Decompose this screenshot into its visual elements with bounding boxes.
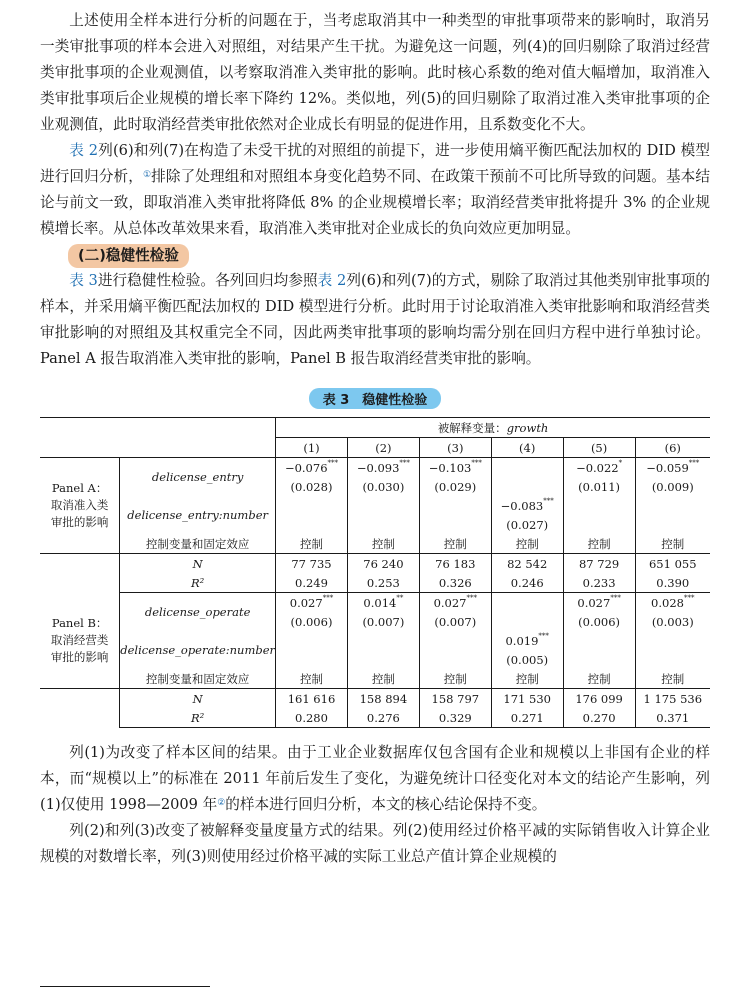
dep-var-label: 被解释变量： (437, 420, 507, 435)
se-cell: (0.007) (347, 612, 419, 631)
n-cell: 87 729 (563, 554, 635, 574)
n-cell: 171 530 (491, 689, 563, 709)
controls-cell: 控制 (276, 669, 348, 689)
col-header: (1) (276, 438, 348, 458)
table-row (40, 631, 710, 650)
r2-cell: 0.280 (276, 708, 348, 728)
paragraph-3-text-b: 列(6)和列(7)的方式，剔除了取消过其他类别审批事项的样本，并采用熵平衡匹配法加权的 DID 模型进行分析。此时用于讨论取消准入类审批影响和取消经营类审批影响的对照组及其权重完全不同，因此两类审批事项的影响均需分别在回归方程中进行单独讨论。Panel A 报告取消准入类审批的影响，Panel B 报告取消经营类审批的影响。 (40, 272, 710, 367)
n-cell: 76 240 (347, 554, 419, 574)
r2-cell: 0.249 (276, 573, 348, 593)
table-row (40, 554, 710, 574)
controls-cell: 控制 (563, 534, 635, 553)
var-label: delicense_operate:number (120, 643, 276, 657)
n-cell: 1 175 536 (635, 689, 710, 709)
table-title (40, 388, 710, 409)
n-cell: 161 616 (276, 689, 348, 709)
paragraph-3 (40, 268, 710, 372)
n-cell: 651 055 (635, 554, 710, 574)
coef-cell: 0.027*** (419, 593, 491, 613)
n-cell: 76 183 (419, 554, 491, 574)
var-label: delicense_entry:number (127, 508, 268, 522)
header-blank (40, 418, 276, 438)
r2-cell: 0.246 (491, 573, 563, 593)
controls-cell: 控制 (491, 534, 563, 553)
col-header: (3) (419, 438, 491, 458)
n-cell: 82 542 (491, 554, 563, 574)
coef-cell: −0.022* (563, 458, 635, 478)
n-label: N (120, 554, 276, 574)
r2-cell: 0.271 (491, 708, 563, 728)
coef-cell (491, 458, 563, 478)
se-cell: (0.005) (491, 650, 563, 669)
coef-cell: 0.014** (347, 593, 419, 613)
n-cell: 158 894 (347, 689, 419, 709)
table-row (40, 534, 710, 553)
r2-cell: 0.371 (635, 708, 710, 728)
controls-cell: 控制 (491, 669, 563, 689)
paragraph-2-text-a: 列(6)和列(7)在构造了未受干扰的对照组的前提下，进一步使用熵平衡匹配法加权的 DID 模型进行回归分析， (40, 142, 710, 185)
se-cell: (0.009) (635, 477, 710, 496)
coef-cell: 0.019*** (491, 631, 563, 650)
controls-cell: 控制 (419, 534, 491, 553)
paragraph-2 (40, 138, 710, 242)
panel-a-label: Panel A： 取消准入类 审批的影响 (40, 458, 120, 554)
header-blank-2 (40, 438, 276, 458)
table3-ref-link[interactable]: 表 3 (69, 272, 98, 289)
paragraph-4-text-a: 列(1)为改变了样本区间的结果。由于工业企业数据库仅包含国有企业和规模以上非国有企业的样本，而“规模以上”的标准在 2011 年前后发生了变化，为避免统计口径变化对本文的结论产生影响，列(1)仅使用 1998—2009 年 (40, 744, 710, 813)
se-cell: (0.006) (276, 612, 348, 631)
controls-cell: 控制 (635, 534, 710, 553)
r2-label: R² (120, 708, 276, 728)
coef-cell: −0.103*** (419, 458, 491, 478)
coef-cell: −0.059*** (635, 458, 710, 478)
coef-cell: −0.093*** (347, 458, 419, 478)
dep-var-name: growth (506, 420, 549, 435)
se-cell: (0.011) (563, 477, 635, 496)
paragraph-3-text-a: 进行稳健性检验。各列回归均参照 (97, 272, 318, 289)
controls-cell: 控制 (419, 669, 491, 689)
controls-cell: 控制 (347, 534, 419, 553)
var-label: delicense_entry (151, 470, 244, 484)
paragraph-5: 列(2)和列(3)改变了被解释变量度量方式的结果。列(2)使用经过价格平减的实际销售收入计算企业规模的对数增长率，列(3)则使用经过价格平减的实际工业总产值计算企业规模的 (40, 822, 710, 865)
controls-cell: 控制 (635, 669, 710, 689)
table-row (40, 573, 710, 593)
n-label: N (120, 689, 276, 709)
n-cell: 176 099 (563, 689, 635, 709)
r2-cell: 0.329 (419, 708, 491, 728)
n-cell: 77 735 (276, 554, 348, 574)
section-heading: (二)稳健性检验 (68, 244, 189, 268)
table2-ref-link-2[interactable]: 表 2 (317, 272, 347, 289)
r2-cell: 0.326 (419, 573, 491, 593)
r2-cell: 0.253 (347, 573, 419, 593)
se-cell (491, 477, 563, 496)
table-row (40, 708, 710, 728)
coef-cell: 0.027*** (563, 593, 635, 613)
paragraph-4-text-b: 的样本进行回归分析，本文的核心结论保持不变。 (225, 796, 547, 813)
r2-cell: 0.233 (563, 573, 635, 593)
se-cell: (0.029) (419, 477, 491, 496)
se-cell: (0.027) (491, 515, 563, 534)
coef-cell: 0.027*** (276, 593, 348, 613)
controls-label: 控制变量和固定效应 (145, 536, 250, 551)
var-label: delicense_operate (144, 605, 251, 619)
coef-cell: −0.076*** (276, 458, 348, 478)
se-cell: (0.028) (276, 477, 348, 496)
table-title-label: 表 3 稳健性检验 (309, 388, 442, 409)
column-header-row (40, 438, 710, 458)
se-cell (491, 612, 563, 631)
col-header: (5) (563, 438, 635, 458)
footnote-2-mark[interactable]: ② (217, 798, 226, 808)
table-row (40, 496, 710, 515)
n-cell: 158 797 (419, 689, 491, 709)
se-cell: (0.030) (347, 477, 419, 496)
panel-b-label: Panel B： 取消经营类 审批的影响 (40, 593, 120, 689)
robustness-table (40, 417, 710, 728)
paragraph-1: 上述使用全样本进行分析的问题在于，当考虑取消其中一种类型的审批事项带来的影响时，取消另一类审批事项的样本会进入对照组，对结果产生干扰。为避免这一问题，列(4)的回归剔除了取消过经营类审批事项的企业观测值，以考察取消准入类审批的影响。此时核心系数的绝对值大幅增加，取消准入类审批事项后企业规模的增长率下降约 12%。类似地，列(5)的回归剔除了取消过准入类审批事项的企业观测值，此时取消经营类审批依然对企业成长有明显的促进作用，且系数变化不大。 (40, 12, 710, 133)
r2-label: R² (120, 573, 276, 593)
table-row (40, 669, 710, 689)
dep-var-header (276, 418, 710, 438)
table-row (40, 689, 710, 709)
footnote-1-mark[interactable]: ① (142, 170, 152, 180)
paragraph-4 (40, 740, 710, 818)
r2-cell: 0.270 (563, 708, 635, 728)
paragraph-2-text-b: 排除了处理组和对照组本身变化趋势不同、在政策干预前不可比所导致的问题。基本结论与前文一致，即取消准入类审批将降低 8% 的企业规模增长率；取消经营类审批将提升 3% 的企业规模增长率。从总体改革效果来看，取消准入类审批对企业成长的负向效应更加明显。 (40, 168, 710, 237)
r2-cell: 0.390 (635, 573, 710, 593)
controls-cell: 控制 (563, 669, 635, 689)
coef-cell (491, 593, 563, 613)
coef-cell: −0.083*** (491, 496, 563, 515)
col-header: (4) (491, 438, 563, 458)
se-cell: (0.003) (635, 612, 710, 631)
se-cell: (0.007) (419, 612, 491, 631)
coef-cell: 0.028*** (635, 593, 710, 613)
table2-ref-link[interactable]: 表 2 (69, 142, 99, 159)
se-cell: (0.006) (563, 612, 635, 631)
r2-cell: 0.276 (347, 708, 419, 728)
controls-cell: 控制 (347, 669, 419, 689)
controls-label: 控制变量和固定效应 (145, 671, 250, 686)
controls-cell: 控制 (276, 534, 348, 553)
footnote-divider (40, 986, 210, 987)
col-header: (6) (635, 438, 710, 458)
page-body (40, 8, 710, 870)
table-row (40, 458, 710, 478)
table-row (40, 593, 710, 613)
col-header: (2) (347, 438, 419, 458)
